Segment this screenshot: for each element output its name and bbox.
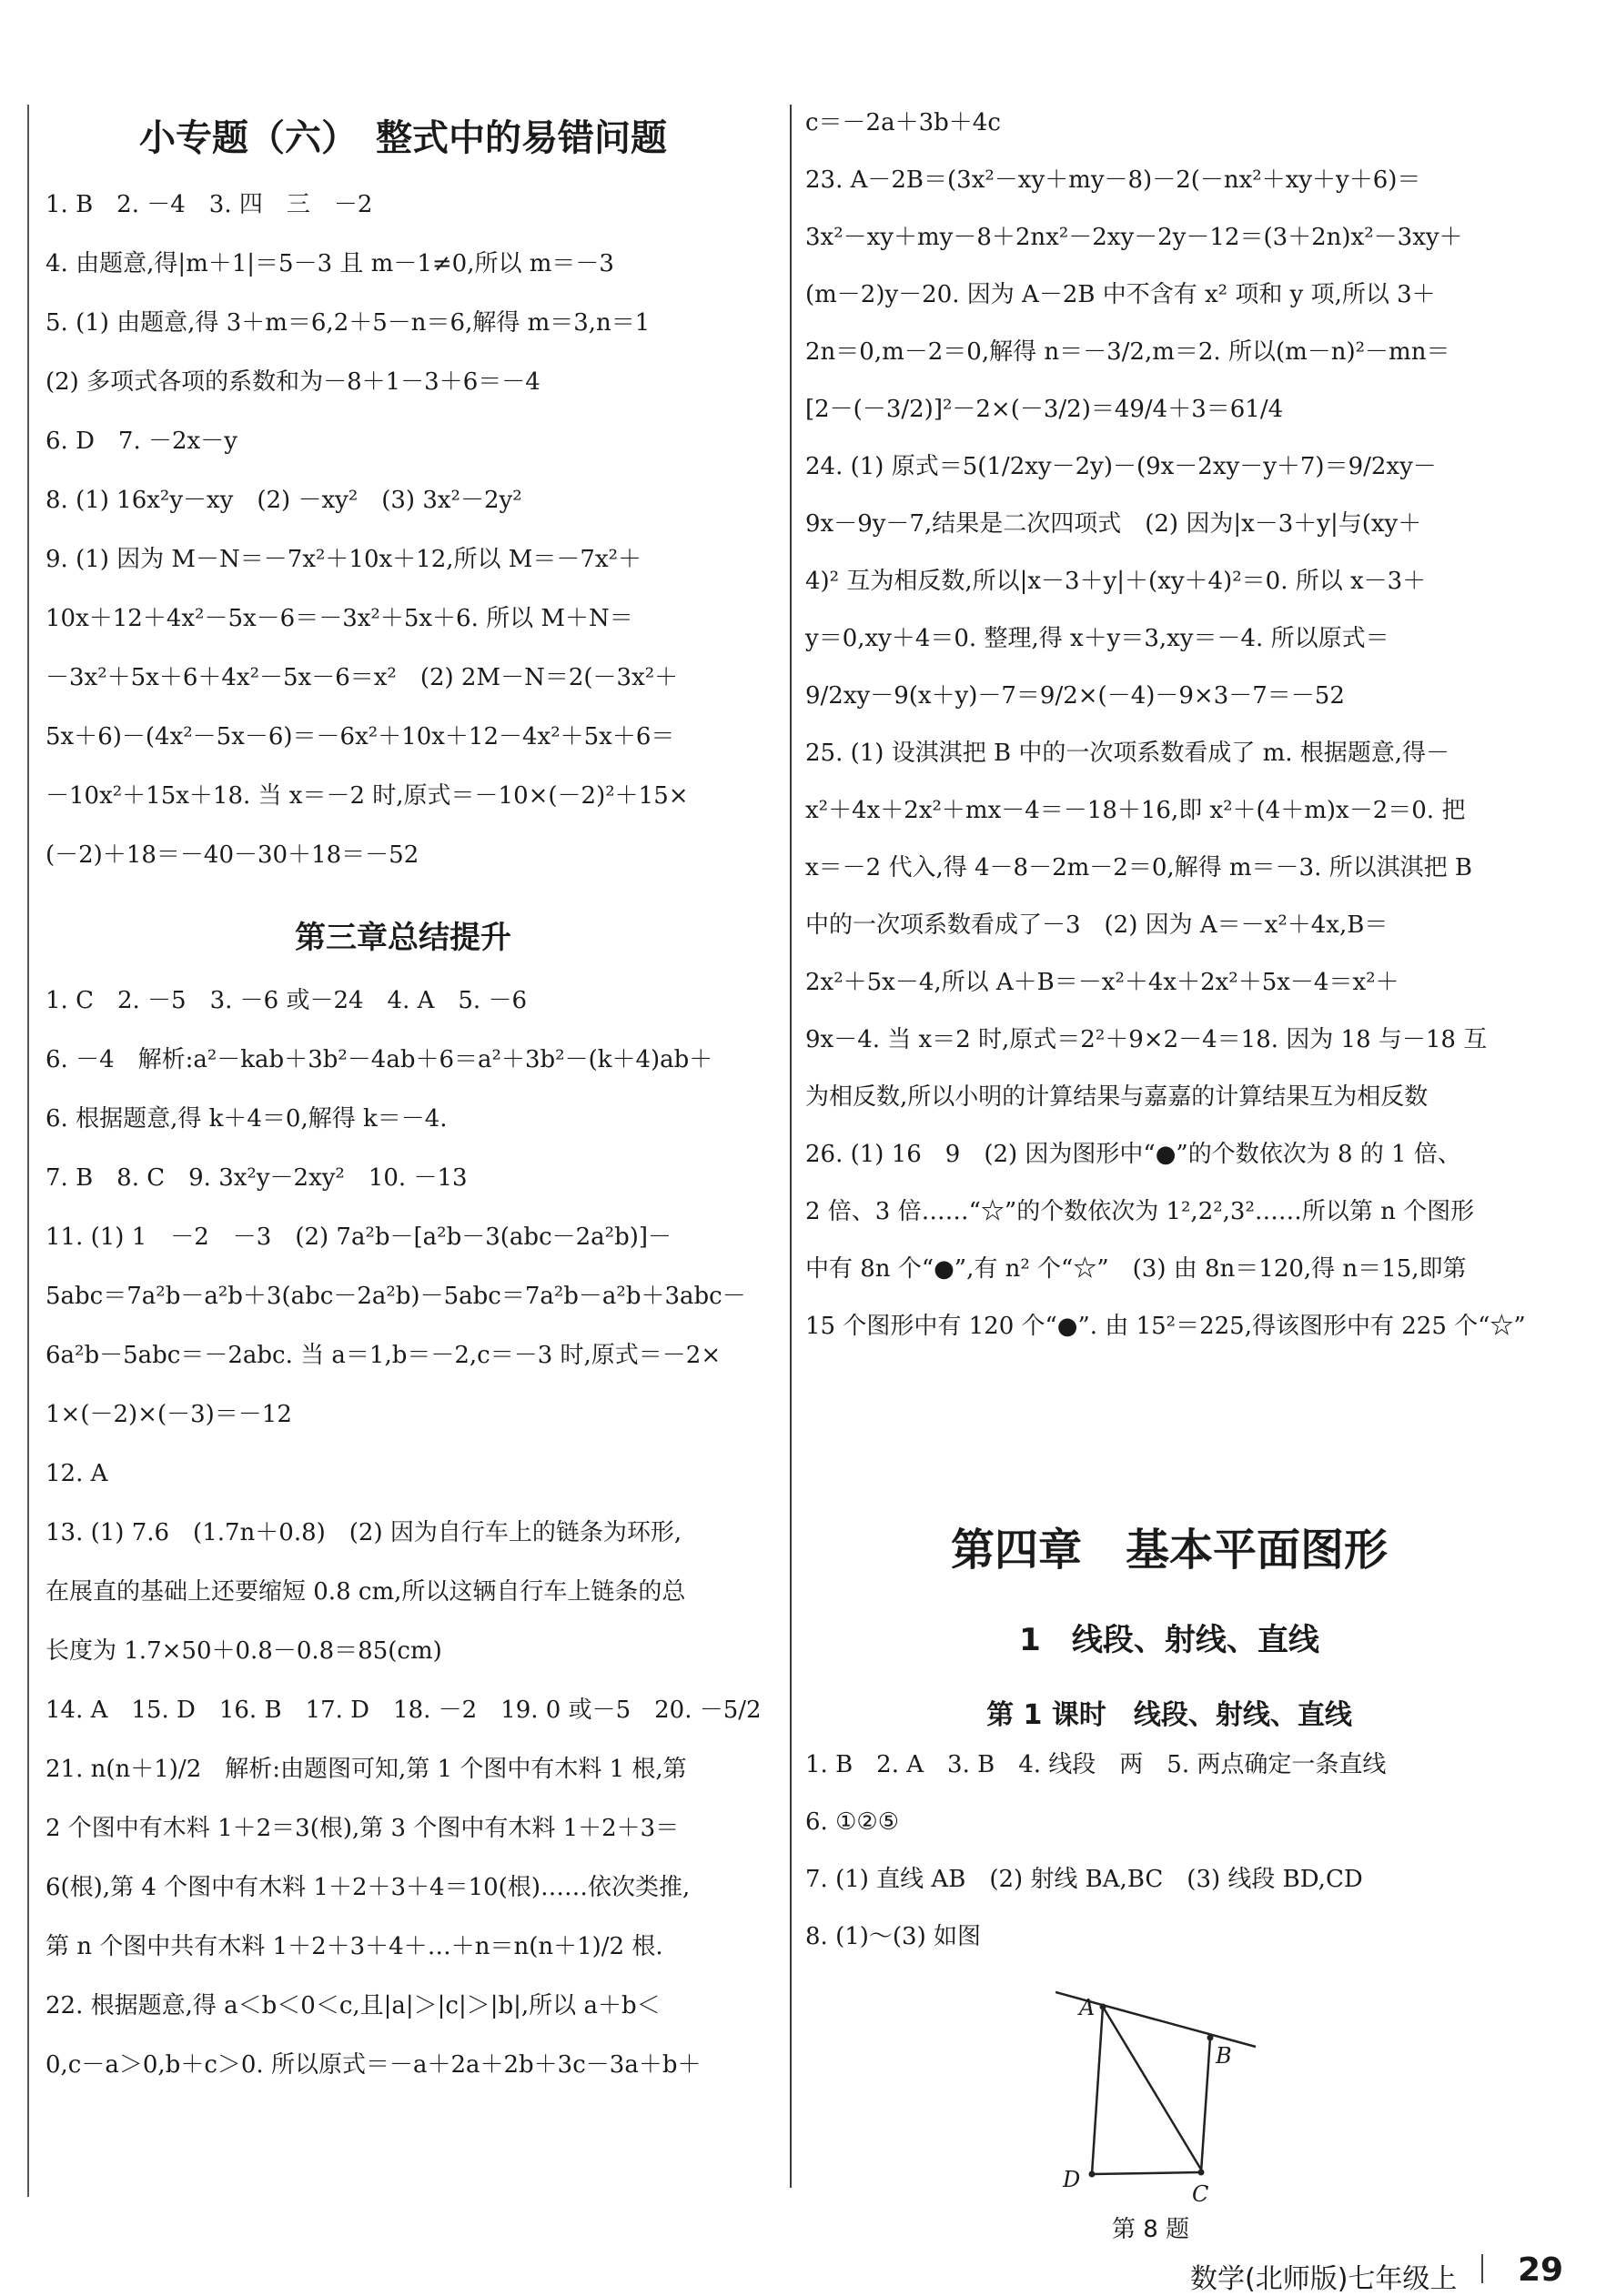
chapter-title: 第四章 基本平面图形	[950, 1525, 1388, 1576]
answer-line: 3x²－xy＋my－8＋2nx²－2xy－2y－12＝(3＋2n)x²－3xy＋	[805, 224, 1463, 251]
ray-bc	[1201, 2038, 1210, 2172]
answer-line: 2n＝0,m－2＝0,解得 n＝－3/2,m＝2. 所以(m－n)²－mn＝	[805, 338, 1450, 366]
label-d: D	[1063, 2167, 1081, 2192]
answer-line: 为相反数,所以小明的计算结果与嘉嘉的计算结果互为相反数	[805, 1083, 1429, 1111]
answer-line: 7. B 8. C 9. 3x²y－2xy² 10. －13	[45, 1164, 468, 1192]
answer-line: 7. (1) 直线 AB (2) 射线 BA,BC (3) 线段 BD,CD	[805, 1866, 1363, 1893]
left-margin-rule	[27, 105, 29, 2197]
answer-line: 第 n 个图中共有木料 1＋2＋3＋4＋…＋n＝n(n＋1)/2 根.	[45, 1933, 663, 1960]
section-title-special-topic-6: 小专题（六） 整式中的易错问题	[139, 117, 667, 159]
answer-line: 2 个图中有木料 1＋2＝3(根),第 3 个图中有木料 1＋2＋3＝	[45, 1815, 680, 1842]
answer-line: 9/2xy－9(x＋y)－7＝9/2×(－4)－9×3－7＝－52	[805, 682, 1345, 710]
answer-line: 11. (1) 1 －2 －3 (2) 7a²b－[a²b－3(abc－2a²b)]－	[45, 1224, 672, 1251]
footer-separator	[1481, 2254, 1483, 2283]
point-b	[1207, 2035, 1214, 2041]
answer-line: 12. A	[45, 1460, 108, 1487]
answer-line: 中的一次项系数看成了－3 (2) 因为 A＝－x²＋4x,B＝	[805, 911, 1389, 939]
answer-line: (－2)＋18＝－40－30＋18＝－52	[45, 841, 419, 869]
answer-line: 26. (1) 16 9 (2) 因为图形中“●”的个数依次为 8 的 1 倍、	[805, 1141, 1461, 1168]
answer-line: c＝－2a＋3b＋4c	[805, 109, 1001, 136]
answer-line: 1. B 2. A 3. B 4. 线段 两 5. 两点确定一条直线	[805, 1751, 1387, 1778]
point-a	[1100, 2004, 1106, 2010]
figure-caption: 第 8 题	[1112, 2216, 1190, 2243]
page-number: 29	[1518, 2251, 1564, 2289]
answer-line: 在展直的基础上还要缩短 0.8 cm,所以这辆自行车上链条的总	[45, 1578, 686, 1606]
section-title: 1 线段、射线、直线	[1019, 1622, 1319, 1658]
answer-line: y＝0,xy＋4＝0. 整理,得 x＋y＝3,xy＝－4. 所以原式＝	[805, 625, 1389, 652]
segment-ac	[1103, 2007, 1201, 2170]
answer-line: (m－2)y－20. 因为 A－2B 中不含有 x² 项和 y 项,所以 3＋	[805, 281, 1436, 308]
answer-line: 10x＋12＋4x²－5x－6＝－3x²＋5x＋6. 所以 M＋N＝	[45, 605, 633, 632]
answer-line: 5x＋6)－(4x²－5x－6)＝－6x²＋10x＋12－4x²＋5x＋6＝	[45, 723, 675, 750]
answer-line: 6. －4 解析:a²－kab＋3b²－4ab＋6＝a²＋3b²－(k＋4)ab＋	[45, 1046, 713, 1073]
segment-dc	[1092, 2172, 1201, 2174]
answer-line: 4)² 互为相反数,所以|x－3＋y|＋(xy＋4)²＝0. 所以 x－3＋	[805, 568, 1427, 595]
answer-line: 6. D 7. －2x－y	[45, 428, 237, 455]
section-title-chapter3-summary: 第三章总结提升	[295, 920, 511, 956]
answer-line: 6. ①②⑤	[805, 1808, 899, 1836]
answer-line: 22. 根据题意,得 a＜b＜0＜c,且|a|＞|c|＞|b|,所以 a＋b＜	[45, 1992, 661, 2019]
footer-subject: 数学(北师版)七年级上	[1190, 2263, 1458, 2295]
answer-line: 8. (1)～(3) 如图	[805, 1923, 981, 1950]
answer-line: 1. B 2. －4 3. 四 三 －2	[45, 191, 373, 218]
answer-line: 2 倍、3 倍……“☆”的个数依次为 1²,2²,3²……所以第 n 个图形	[805, 1198, 1475, 1225]
answer-line: 9x－4. 当 x＝2 时,原式＝2²＋9×2－4＝18. 因为 18 与－18 互	[805, 1026, 1488, 1053]
answer-line: 9. (1) 因为 M－N＝－7x²＋10x＋12,所以 M＝－7x²＋	[45, 546, 642, 573]
answer-line: x＝－2 代入,得 4－8－2m－2＝0,解得 m＝－3. 所以淇淇把 B	[805, 854, 1472, 881]
answer-line: 2x²＋5x－4,所以 A＋B＝－x²＋4x＋2x²＋5x－4＝x²＋	[805, 969, 1399, 996]
answer-line: 5. (1) 由题意,得 3＋m＝6,2＋5－n＝6,解得 m＝3,n＝1	[45, 309, 651, 337]
answer-line: x²＋4x＋2x²＋mx－4＝－18＋16,即 x²＋(4＋m)x－2＝0. 把	[805, 797, 1466, 824]
answer-line: [2－(－3/2)]²－2×(－3/2)＝49/4＋3＝61/4	[805, 396, 1284, 423]
answer-line: 21. n(n＋1)/2 解析:由题图可知,第 1 个图中有木料 1 根,第	[45, 1756, 687, 1783]
segment-ad	[1092, 2007, 1103, 2174]
answer-line: 9x－9y－7,结果是二次四项式 (2) 因为|x－3＋y|与(xy＋	[805, 510, 1422, 538]
answer-line: 14. A 15. D 16. B 17. D 18. －2 19. 0 或－5 20. －5/2	[45, 1697, 762, 1724]
answer-line: 23. A－2B＝(3x²－xy＋my－8)－2(－nx²＋xy＋y＋6)＝	[805, 166, 1421, 194]
answer-line: 6a²b－5abc＝－2abc. 当 a＝1,b＝－2,c＝－3 时,原式＝－2×	[45, 1342, 722, 1369]
answer-line: 8. (1) 16x²y－xy (2) －xy² (3) 3x²－2y²	[45, 487, 522, 514]
answer-line: 13. (1) 7.6 (1.7n＋0.8) (2) 因为自行车上的链条为环形,	[45, 1519, 682, 1546]
answer-line: 15 个图形中有 120 个“●”. 由 15²＝225,得该图形中有 225 个“☆”	[805, 1313, 1526, 1340]
column-divider	[790, 105, 792, 2188]
lesson-title: 第 1 课时 线段、射线、直线	[986, 1699, 1352, 1731]
answer-line: 0,c－a＞0,b＋c＞0. 所以原式＝－a＋2a＋2b＋3c－3a＋b＋	[45, 2051, 702, 2079]
label-a: A	[1079, 1995, 1096, 2020]
answer-line: 6. 根据题意,得 k＋4＝0,解得 k＝－4.	[45, 1105, 448, 1133]
answer-line: 24. (1) 原式＝5(1/2xy－2y)－(9x－2xy－y＋7)＝9/2xy－	[805, 453, 1437, 480]
answer-line: －10x²＋15x＋18. 当 x＝－2 时,原式＝－10×(－2)²＋15×	[45, 782, 689, 810]
answer-line: 4. 由题意,得|m＋1|＝5－3 且 m－1≠0,所以 m＝－3	[45, 250, 614, 277]
answer-line: 6(根),第 4 个图中有木料 1＋2＋3＋4＝10(根)……依次类推,	[45, 1874, 691, 1901]
point-c	[1198, 2170, 1205, 2176]
label-b: B	[1216, 2043, 1232, 2069]
answer-line: 1×(－2)×(－3)＝－12	[45, 1401, 292, 1428]
answer-line: 1. C 2. －5 3. －6 或－24 4. A 5. －6	[45, 987, 528, 1014]
answer-line: －3x²＋5x＋6＋4x²－5x－6＝x² (2) 2M－N＝2(－3x²＋	[45, 664, 679, 691]
answer-line: 5abc＝7a²b－a²b＋3(abc－2a²b)－5abc＝7a²b－a²b＋3abc－	[45, 1283, 746, 1310]
answer-line: 长度为 1.7×50＋0.8－0.8＝85(cm)	[45, 1637, 442, 1665]
label-c: C	[1192, 2181, 1209, 2207]
point-d	[1089, 2171, 1096, 2178]
answer-line: (2) 多项式各项的系数和为－8＋1－3＋6＝－4	[45, 368, 540, 396]
answer-line: 25. (1) 设淇淇把 B 中的一次项系数看成了 m. 根据题意,得－	[805, 740, 1450, 767]
answer-line: 中有 8n 个“●”,有 n² 个“☆” (3) 由 8n＝120,得 n＝15,即第	[805, 1255, 1467, 1283]
